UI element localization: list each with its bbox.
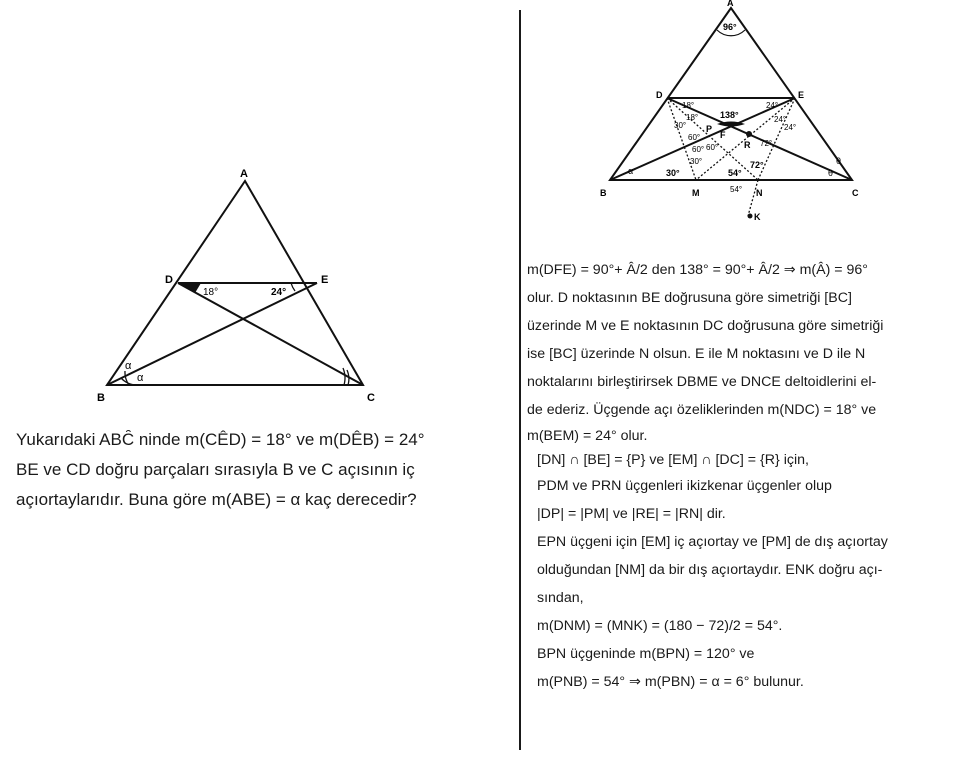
solution-line: m(DNM) = (MNK) = (180 − 72)/2 = 54°. bbox=[537, 618, 783, 634]
angle-label-60c: 60° bbox=[706, 143, 719, 152]
label-c: C bbox=[367, 392, 375, 404]
angle-label-30a: 30° bbox=[674, 121, 687, 130]
angle-label-24: 24° bbox=[271, 287, 287, 298]
angle-label-54b: 54° bbox=[730, 185, 743, 194]
angle-label-30b: 30° bbox=[690, 157, 703, 166]
solution-line: [DN] ∩ [BE] = {P} ve [EM] ∩ [DC] = {R} için, bbox=[537, 452, 809, 468]
label-m-solution: M bbox=[692, 188, 700, 198]
label-a-solution: A bbox=[727, 0, 734, 8]
problem-line: Yukarıdaki ABC̑ ninde m(CÊD) = 18° ve m(DÊB) = 24° bbox=[16, 430, 425, 449]
dotted-nk bbox=[748, 180, 758, 216]
angle-label-24c: 24° bbox=[784, 123, 797, 132]
segment-cd bbox=[178, 283, 363, 385]
dotted-em bbox=[696, 98, 795, 180]
label-b-solution: B bbox=[600, 188, 607, 198]
solution-line: sından, bbox=[537, 590, 584, 606]
label-e-solution: E bbox=[798, 90, 805, 100]
solution-line: |DP| = |PM| ve |RE| = |RN| dir. bbox=[537, 506, 726, 522]
solution-line: m(DFE) = 90°+ Â/2 den 138° = 90°+ Â/2 ⇒ m(Â) = 96° bbox=[527, 262, 868, 278]
problem-line: BE ve CD doğru parçaları sırasıyla B ve C açısının iç bbox=[16, 460, 415, 479]
solution-line: noktalarını birleştirirsek DBME ve DNCE deltoidlerini el- bbox=[527, 374, 877, 390]
solution-line: m(PNB) = 54° ⇒ m(PBN) = α = 6° bulunur. bbox=[537, 674, 804, 690]
label-c-solution: C bbox=[852, 188, 859, 198]
angle-label-54a: 54° bbox=[728, 168, 742, 178]
label-r-solution: R bbox=[744, 140, 751, 150]
angle-label-24b: 24° bbox=[774, 115, 787, 124]
column-divider bbox=[519, 10, 521, 750]
label-e: E bbox=[321, 274, 329, 286]
dotted-dn bbox=[667, 98, 758, 180]
label-n-solution: N bbox=[756, 188, 763, 198]
angle-label-24a: 24° bbox=[766, 101, 779, 110]
label-a: A bbox=[240, 168, 248, 180]
solution-line: olduğundan [NM] da bir dış açıortaydır. ENK doğru açı- bbox=[537, 562, 883, 578]
point-k-dot bbox=[748, 214, 753, 219]
label-b: B bbox=[97, 392, 105, 404]
problem-line: açıortaylarıdır. Buna göre m(ABE) = α kaç derecedir? bbox=[16, 490, 417, 509]
point-r-dot bbox=[746, 131, 752, 137]
solution-line: BPN üçgeninde m(BPN) = 120° ve bbox=[537, 646, 755, 662]
theta-label-1: θ bbox=[828, 168, 834, 178]
angle-label-72b: 72° bbox=[760, 139, 773, 148]
triangle-abc-solution bbox=[610, 8, 852, 180]
angle-label-18a: 18° bbox=[682, 101, 695, 110]
alpha-label-1: α bbox=[125, 360, 132, 372]
angle-label-60b: 60° bbox=[692, 145, 705, 154]
angle-label-60a: 60° bbox=[688, 133, 701, 142]
label-f-solution: F bbox=[720, 130, 726, 140]
solution-line: de ederiz. Üçgende açı özeliklerinden m(NDC) = 18° ve bbox=[527, 402, 877, 418]
angle-arc-c2 bbox=[343, 368, 345, 385]
label-d-solution: D bbox=[656, 90, 663, 100]
alpha-label-2: α bbox=[137, 372, 144, 384]
angle-fill-d bbox=[178, 283, 201, 293]
problem-text bbox=[16, 425, 506, 515]
angle-label-30c: 30° bbox=[666, 168, 680, 178]
angle-label-96: 96° bbox=[723, 22, 737, 32]
segment-be bbox=[107, 283, 317, 385]
angle-label-72a: 72° bbox=[750, 160, 764, 170]
angle-label-18b: 18° bbox=[686, 113, 699, 122]
solution-line: üzerinde M ve E noktasının DC doğrusuna göre simetriği bbox=[527, 318, 884, 334]
theta-label-2: θ bbox=[836, 156, 842, 166]
left-triangle-figure bbox=[95, 165, 395, 413]
label-p-solution: P bbox=[706, 124, 713, 134]
solution-line: EPN üçgeni için [EM] iç açıortay ve [PM] de dış açıortay bbox=[537, 534, 888, 550]
solution-line: olur. D noktasının BE doğrusuna göre simetriği [BC] bbox=[527, 290, 852, 306]
label-k-solution: K bbox=[754, 212, 761, 222]
angle-label-138: 138° bbox=[720, 110, 739, 120]
solution-line: ise [BC] üzerinde N olsun. E ile M noktasını ve D ile N bbox=[527, 346, 866, 362]
solution-text bbox=[527, 256, 952, 696]
solution-line: m(BEM) = 24° olur. bbox=[527, 428, 648, 444]
alpha-label-solution: α bbox=[628, 166, 634, 176]
angle-label-18: 18° bbox=[203, 287, 219, 298]
right-triangle-figure bbox=[596, 0, 866, 230]
angle-arc-e bbox=[291, 283, 295, 291]
solution-line: PDM ve PRN üçgenleri ikizkenar üçgenler olup bbox=[537, 478, 832, 494]
label-d: D bbox=[165, 274, 173, 286]
